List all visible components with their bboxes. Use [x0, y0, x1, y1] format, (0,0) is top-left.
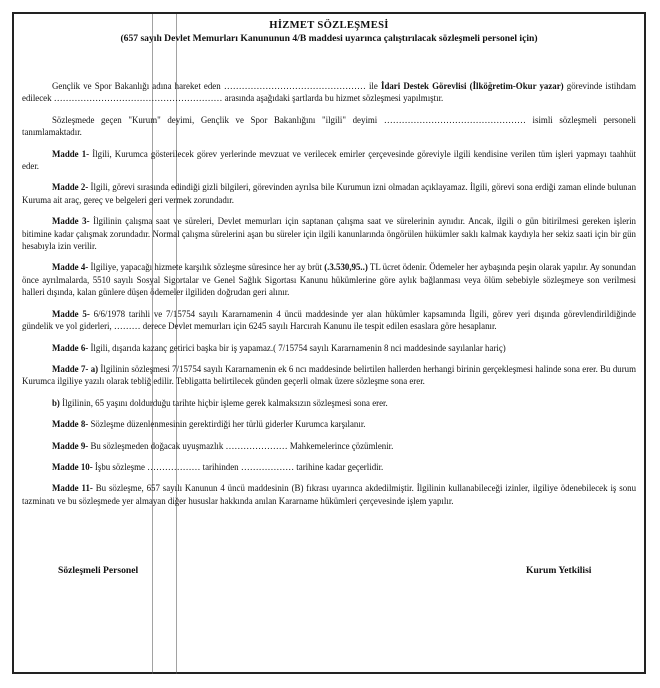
- article-11: [22, 482, 636, 507]
- article-label: Madde 8-: [52, 419, 89, 430]
- intro-text: Sözleşmede geçen "Kurum" deyimi, Gençlik ve Spor Bakanlığını "ilgili" deyimi: [52, 114, 384, 125]
- blank-field: …………………………………………: [223, 81, 366, 91]
- signature-personnel: Sözleşmeli Personel: [58, 565, 139, 576]
- document-subtitle: (657 sayılı Devlet Memurları Kanununun 4/B maddesi uyarınca çalıştırılacak sözleşmeli personel için): [120, 33, 538, 44]
- article-4: [22, 261, 636, 298]
- article-text: Bu sözleşmeden doğacak uyuşmazlık ………………… Mahkemelerince çözümlenir.: [88, 440, 394, 451]
- article-10: [22, 461, 636, 473]
- article-text: Bu sözleşme, 657 sayılı Kanunun 4 üncü maddesinin (B) fıkrası uyarınca akdedilmiştir. İlgilinin kullanabileceği izinler, ilgiliye ödenebilecek iş sonu tazminatı ve bu sözleşmede yer almayan diğer hususlar hakkında anılan Kararname hükümleri çerçevesinde işlem yapılır.: [22, 483, 637, 506]
- article-label: Madde 1-: [52, 148, 90, 159]
- article-5: [22, 308, 636, 333]
- intro-text: Gençlik ve Spor Bakanlığı adına hareket eden: [52, 81, 224, 91]
- article-text: İlgili, dışarıda kazanç getirici başka bir iş yapamaz.( 7/15754 sayılı Kararnamenin 8 nci maddesinde sayılanlar hariç): [88, 342, 506, 353]
- article-label: Madde 11-: [52, 483, 93, 494]
- article-label: Madde 2-: [52, 182, 89, 193]
- article-label: Madde 4-: [52, 262, 89, 273]
- article-9: [22, 440, 636, 452]
- intro-text: isimli sözleşmeli personeli tanımlamaktadır.: [22, 114, 636, 138]
- intro-paragraph-2: [22, 114, 636, 139]
- article-text: İşbu sözleşme ……………… tarihinden ……………… tarihine kadar geçerlidir.: [92, 461, 384, 472]
- article-text: İlgilinin çalışma saat ve süreleri, Devlet memurları için saptanan çalışma saat ve sürelerinin aynıdır. Ancak, ilgili o gün bitirilmesi gereken işlerin bitimine kadar çalışmak zorundadır. Normal çalışma sürelerini aşan bu süreler için ilgili kanunlarında öngörülen hükümler saklı kalmak kaydıyla her sekiz saati için bir gün hesabıyla izin verilir.: [22, 216, 636, 252]
- article-label: Madde 6-: [52, 342, 89, 353]
- article-text: İlgili, Kurumca gösterilecek görev yerlerinde mevzuat ve verilecek emirler çerçevesinde göreviyle ilgili kendisine verilen tüm işleri yapmayı taahhüt eder.: [22, 148, 636, 172]
- sub-clause-label: a): [88, 363, 99, 374]
- article-text: İlgilinin sözleşmesi 7/15754 sayılı Kararnamenin ek 6 ncı maddesinde belirtilen hallerden herhangi birinin gerçekleşmesi halinde sona erer. Bu durum Kurumca ilgiliye yazılı olarak tebliğ edilir. Tebligatta belirtilecek günden geçerli olmak üzere sözleşme sona erer.: [22, 363, 636, 387]
- position-title: İdari Destek Görevlisi (İlköğretim-Okur yazar): [380, 81, 564, 91]
- intro-paragraph-1: [22, 80, 636, 105]
- intro-text: arasında aşağıdaki şartlarda bu hizmet sözleşmesi yapılmıştır.: [222, 93, 444, 104]
- salary-amount: (.3.530,95..): [324, 262, 368, 273]
- document-title: HİZMET SÖZLEŞMESİ: [269, 20, 389, 31]
- article-3: [22, 215, 636, 252]
- article-6: [22, 342, 636, 354]
- article-text: TL ücret ödenir. Ödemeler her aybaşında peşin olarak yapılır. Ay sonundan önce ayrılmalarda, 5510 sayılı Sosyal Sigortalar ve Genel Sağlık Sigortası Kanunu hükümlerine göre aylık bağlanması veya ölüm sebebiyle sözleşmeye son verilmesi halleri dışında, kalan günlere düşen ödemeler ilgiliden doğrudan geri alınır.: [22, 262, 636, 298]
- document-body: [22, 20, 636, 507]
- blank-field: …………………………………………………: [53, 93, 223, 104]
- intro-text: ile: [365, 81, 381, 91]
- article-8: [22, 418, 636, 430]
- article-7a: [22, 363, 636, 388]
- sub-clause-label: b): [52, 397, 60, 408]
- blank-field: …………………………………………: [383, 114, 526, 125]
- article-text: İlgilinin, 65 yaşını doldurduğu tarihte hiçbir işleme gerek kalmaksızın sözleşmesi sona erer.: [59, 397, 388, 408]
- article-1: [22, 148, 636, 173]
- article-7b: [22, 397, 636, 409]
- article-label: Madde 7-: [52, 363, 89, 374]
- article-text: 6/6/1978 tarihli ve 7/15754 sayılı Kararnamenin 4 üncü maddesinde yer alan hükümler kapsamında İlgili, görev yeri dışında görevlendirildiğinde gündelik ve yol giderleri, ……… derece Devlet memurları için 6245 sayılı Harcırah Kanunu ile tespit edilen esaslara göre hesaplanır.: [22, 308, 636, 332]
- article-text: Sözleşme düzenlenmesinin gerektirdiği her türlü giderler Kurumca karşılanır.: [88, 419, 366, 430]
- article-2: [22, 181, 636, 206]
- article-label: Madde 9-: [52, 440, 89, 451]
- signature-institution: Kurum Yetkilisi: [526, 565, 592, 576]
- article-text: İlgiliye, yapacağı hizmete karşılık sözleşme süresince her ay brüt: [88, 262, 325, 273]
- article-text: İlgili, görevi sırasında edindiği gizli bilgileri, görevinden ayrılsa bile Kurumun izni olmadan açıklayamaz. İlgili, görevi sona erdiği zaman elinde bulunan Kuruma ait araç, gereç ve belgeleri geri vermek zorundadır.: [22, 182, 637, 205]
- intro-text: görevinde istihdam edilecek: [22, 81, 636, 104]
- article-label: Madde 3-: [52, 216, 90, 227]
- article-label: Madde 5-: [52, 308, 90, 319]
- article-label: Madde 10-: [52, 461, 93, 472]
